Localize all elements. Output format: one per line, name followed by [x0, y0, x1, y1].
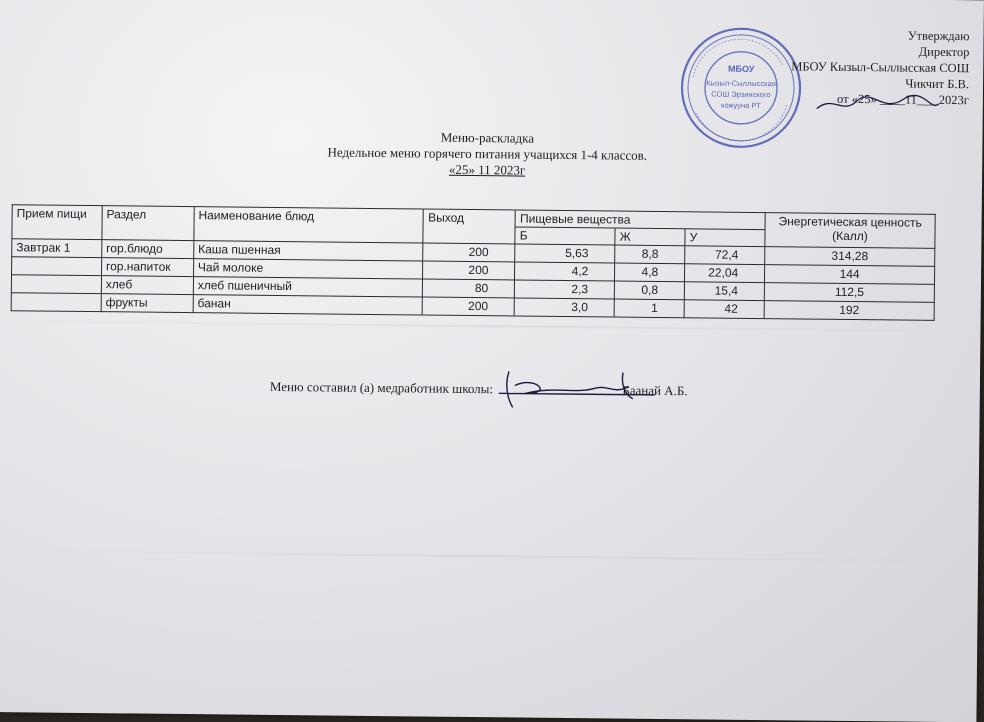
stamp-text: СОШ Эрзинского [711, 89, 771, 100]
header-section: Раздел [102, 206, 194, 241]
cell-dish: банан [193, 295, 423, 315]
document-subtitle: Недельное меню горячего питания учащихся 1-4 классов. [327, 144, 648, 163]
stamp-text: кожууна РТ [720, 100, 761, 111]
cell-b: 3,0 [514, 298, 614, 317]
cell-b: 4,2 [515, 262, 615, 281]
cell-zh: 0,8 [615, 281, 685, 300]
header-yield: Выход [423, 209, 515, 244]
footer-author: Баанай А.Б. [622, 382, 688, 399]
header-u: У [685, 229, 765, 247]
header-zh: Ж [615, 228, 685, 246]
cell-section: хлеб [101, 276, 193, 295]
table-header-row [12, 205, 935, 232]
cell-dish: Чай молоке [193, 259, 423, 279]
cell-meal: Завтрак 1 [12, 239, 102, 258]
cell-yield: 200 [423, 297, 515, 316]
cell-zh: 1 [614, 299, 684, 318]
cell-dish: Каша пшенная [194, 241, 424, 261]
document-title: Меню-раскладка [440, 129, 535, 146]
header-dish: Наименование блюд [194, 207, 424, 243]
cell-energy: 192 [764, 301, 934, 321]
header-energy: Энергетическая ценность (Калл) [765, 213, 935, 249]
header-nutrients: Пищевые вещества [515, 210, 765, 230]
cell-energy: 144 [765, 265, 935, 285]
cell-section: гор.блюдо [102, 240, 194, 259]
approval-line: Утверждаю [907, 28, 970, 44]
footer-signoff [270, 379, 688, 399]
cell-u: 22,04 [685, 264, 765, 283]
cell-u: 15,4 [684, 282, 764, 301]
header-meal: Прием пищи [12, 205, 102, 240]
cell-yield: 200 [423, 261, 515, 280]
cell-energy: 314,28 [765, 247, 935, 267]
cell-section: гор.напиток [101, 258, 193, 277]
menu-table [11, 204, 936, 321]
footer-label: Меню составил (а) медработник школы: [269, 378, 494, 397]
cell-zh: 8,8 [615, 245, 685, 264]
cell-b: 2,3 [515, 280, 615, 299]
approval-line: Чикчит Б.В. [905, 76, 970, 92]
cell-meal [12, 257, 102, 276]
approval-line: МБОУ Кызыл-Сыллысская СОШ [791, 59, 970, 76]
approval-date: от «25» ____11___ 2023г [836, 91, 969, 108]
paper-fold [0, 550, 978, 562]
document-date: «25» 11 2023г [448, 161, 526, 178]
approval-line: Директор [918, 44, 970, 60]
paper-fold [0, 320, 980, 332]
cell-u: 42 [684, 300, 764, 319]
cell-section: фрукты [101, 294, 193, 313]
cell-dish: хлеб пшеничный [193, 277, 423, 297]
stamp-text: Кызыл-Сыллысская [706, 78, 776, 89]
cell-meal [11, 275, 101, 294]
cell-energy: 112,5 [764, 283, 934, 303]
cell-yield: 80 [423, 279, 515, 298]
cell-u: 72,4 [685, 246, 765, 265]
cell-yield: 200 [423, 243, 515, 262]
stamp-text: МБОУ [727, 63, 755, 74]
cell-zh: 4,8 [615, 263, 685, 282]
director-signature-icon [813, 91, 943, 120]
header-b: Б [515, 227, 615, 245]
cell-meal [11, 293, 101, 312]
cell-b: 5,63 [515, 244, 615, 263]
